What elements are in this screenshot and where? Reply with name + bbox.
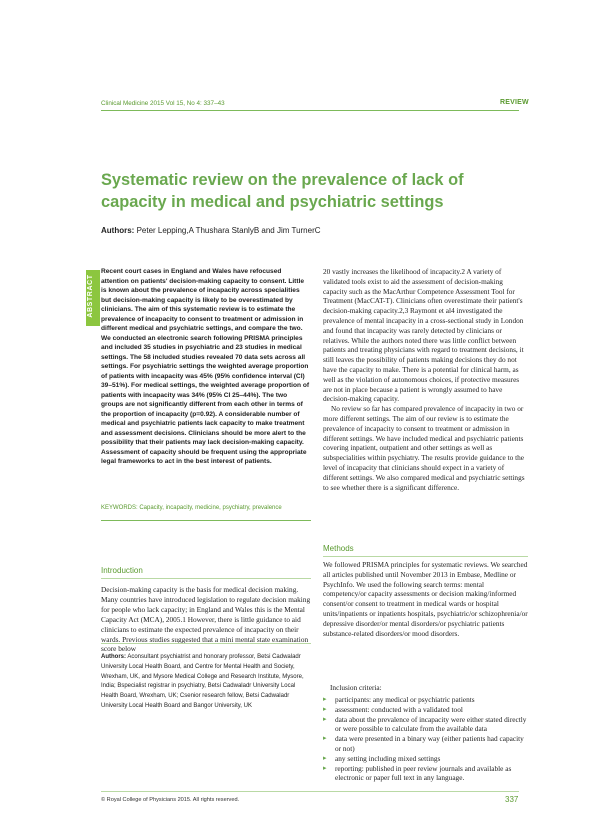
introduction-heading: Introduction (101, 566, 143, 575)
footer-divider (101, 791, 519, 792)
keywords-divider (101, 520, 311, 521)
journal-citation: Clinical Medicine 2015 Vol 15, No 4: 337–43 (101, 100, 225, 107)
list-item: ▸ assessment: conducted with a validated tool (323, 705, 528, 715)
copyright: © Royal College of Physicians 2015. All rights reserved. (101, 797, 240, 803)
methods-text: We followed PRISMA principles for systematic reviews. We searched all articles published until November 2013 in Embase, Medline or PsychInfo. We used the following search terms: mental competency/or capacity assessments or decision making/informed consent/or consent to treatment in medical wards or hospital units/inpatients or inpatients hospitals, psychiatric/or schizophrenia/or depressive disorder/or mental disorders/or psychiatric patients substance-related disorders/or mood disorders. (323, 560, 528, 638)
header-divider (101, 110, 519, 111)
article-title: Systematic review on the prevalence of lack of capacity in medical and psychiatric settings (101, 171, 464, 211)
author-names: Peter Lepping,A Thushara StanlyB and Jim TurnerC (136, 226, 321, 235)
introduction-text: Decision-making capacity is the basis for medical decision making. Many countries have introduced legislation to regulate decision making for people who lack capacity; in England and Wales this is the Mental Capacity Act (MCA), 2005.1 However, there is little guidance to aid clinicians to estimate the expected prevalence of incapacity on their wards. Previous studies suggested that a mini mental state examination score below (101, 585, 311, 654)
methods-heading: Methods (323, 544, 354, 553)
methods-divider (323, 556, 528, 557)
page-number: 337 (505, 795, 519, 804)
inclusion-criteria-list (323, 695, 528, 783)
abstract-tab (86, 270, 100, 326)
keywords: KEYWORDS: Capacity, incapacity, medicine, psychiatry, prevalence (101, 505, 282, 511)
author-affiliations (101, 653, 311, 712)
authors-label: Authors: (101, 226, 135, 235)
list-item: ▸ reporting: published in peer review journals and available as electronic or paper full text in any language. (323, 764, 528, 784)
paragraph: No review so far has compared prevalence of incapacity in two or more different settings. The aim of our review is to estimate the prevalence of incapacity to consent to treatment or admission in different settings. We have included medical and psychiatric patients covering inpatient, outpatient and other settings as well as subspecialities within psychiatry. The results provide guidance to the level of incapacity that clinicians should expect in a variety of different settings. We also compared medical and psychiatric settings to see whether there is a significant difference. (323, 404, 525, 492)
column-two-body (323, 267, 528, 492)
list-item: ▸ data about the prevalence of incapacity were either stated directly or were possible to calculate from the available data (323, 715, 528, 735)
affiliations-divider (101, 643, 311, 644)
list-item: ▸ any setting including mixed settings (323, 754, 528, 764)
list-item: ▸ participants: any medical or psychiatric patients (323, 695, 528, 705)
affiliations-text: Aconsultant psychiatrist and honorary professor, Betsi Cadwaladr University Local Health Board, and Centre for Mental Health and Society, Wrexham, UK, and Mysore Medical College and Research Institute, Mysore, India; Bspecialist registrar in psychiatry, Betsi Cadwaladr University Local Health Board, Wrexham, UK; Csenior research fellow, Betsi Cadwaladr University Local Health Board and Bangor University, UK (101, 654, 304, 709)
introduction-divider (101, 578, 311, 579)
list-item: ▸ data were presented in a binary way (either patients had capacity or not) (323, 734, 528, 754)
abstract-tab-label: ABSTRACT (87, 274, 94, 318)
affiliations-label: Authors: (101, 654, 126, 660)
paragraph: 20 vastly increases the likelihood of incapacity.2 A variety of validated tools exist to aid the assessment of decision-making capacity such as the MacArthur Competence Assessment Tool for Treatment (MacCAT-T). Clinicians often overestimate their patient's decision-making capacity.2,3 Raymont et al4 investigated the prevalence of mental incapacity in a cross-sectional study in London and found that incapacity was rarely detected by clinicians or relatives. While the authors noted there was little conflict between patients and treating physicians with regard to treatment decisions, it still leaves the possibility of patients making decisions they do not have the capacity to make. There is a potential for clinical harm, as well as the violation of autonomous choices, if protective measures are not in place because a patient is wrongly assumed to have decision-making capacity. (323, 267, 524, 404)
section-label: REVIEW (500, 99, 529, 106)
inclusion-criteria-label: Inclusion criteria: (330, 683, 382, 692)
abstract-text: Recent court cases in England and Wales have refocused attention on patients' decision-making capacity to consent. Little is known about the prevalence of incapacity across specialities but decision-making capacity is likely to be overestimated by clinicians. The aim of this systematic review is to estimate the prevalence of incapacity to consent to treatment or admission in different medical and psychiatric settings, and compare the two. We conducted an electronic search following PRISMA principles and included 35 studies in psychiatric and 23 studies in medical settings. The 58 included studies revealed 70 data sets across all settings. For psychiatric settings the weighted average proportion of patients with incapacity was 45% (95% confidence interval (CI) 39–51%). For medical settings, the weighted average proportion of patients with incapacity was 34% (95% CI 25–44%). The two groups are not significantly different from each other in terms of the proportion of incapacity (p=0.92). A considerable number of medical and psychiatric patients lack capacity to make treatment and assessment decisions. Clinicians should be more alert to the possibility that their patients may lack decision-making capacity. Assessment of capacity should be frequent using the appropriate legal frameworks to act in the best interest of patients. (101, 268, 310, 465)
author-line (101, 226, 521, 236)
